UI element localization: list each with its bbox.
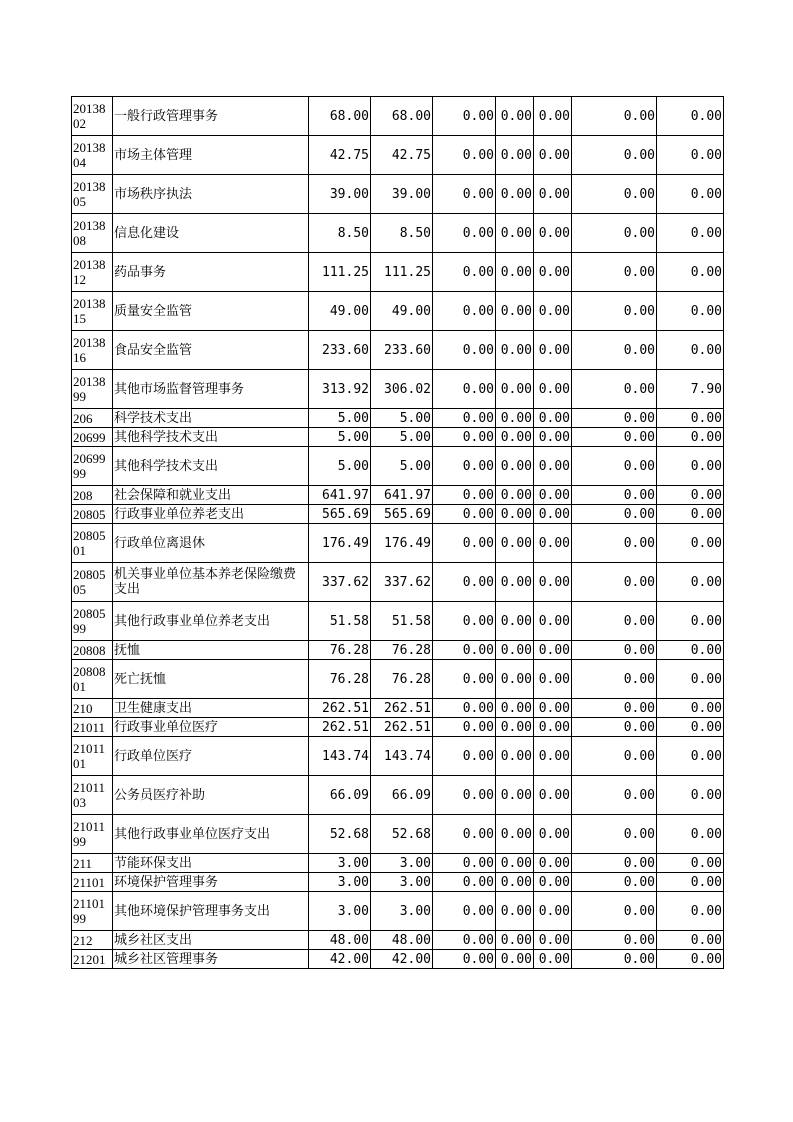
- subject-code-cell: 2080599: [72, 602, 113, 641]
- amount-cell: 0.00: [496, 97, 534, 136]
- amount-cell: 0.00: [534, 892, 572, 931]
- amount-cell: 0.00: [433, 641, 496, 660]
- amount-cell: 0.00: [657, 718, 724, 737]
- amount-cell: 0.00: [433, 331, 496, 370]
- amount-cell: 0.00: [534, 854, 572, 873]
- amount-cell: 111.25: [371, 253, 433, 292]
- subject-code-cell: 2013815: [72, 292, 113, 331]
- subject-code-cell: 2080505: [72, 563, 113, 602]
- subject-code-cell: 20808: [72, 641, 113, 660]
- amount-cell: 0.00: [534, 447, 572, 486]
- amount-cell: 0.00: [572, 950, 657, 969]
- subject-name-cell: 其他环境保护管理事务支出: [113, 892, 309, 931]
- amount-cell: 49.00: [309, 292, 371, 331]
- amount-cell: 233.60: [371, 331, 433, 370]
- amount-cell: 111.25: [309, 253, 371, 292]
- amount-cell: 8.50: [309, 214, 371, 253]
- amount-cell: 7.90: [657, 370, 724, 409]
- subject-name-cell: 公务员医疗补助: [113, 776, 309, 815]
- table-body: [72, 97, 724, 969]
- amount-cell: 0.00: [572, 447, 657, 486]
- amount-cell: 0.00: [657, 660, 724, 699]
- amount-cell: 0.00: [572, 136, 657, 175]
- amount-cell: 0.00: [572, 563, 657, 602]
- amount-cell: 66.09: [371, 776, 433, 815]
- amount-cell: 0.00: [496, 776, 534, 815]
- amount-cell: 0.00: [496, 524, 534, 563]
- subject-name-cell: 科学技术支出: [113, 409, 309, 428]
- amount-cell: 0.00: [657, 892, 724, 931]
- amount-cell: 0.00: [534, 873, 572, 892]
- table-row: [72, 602, 724, 641]
- subject-name-cell: 卫生健康支出: [113, 699, 309, 718]
- table-row: [72, 447, 724, 486]
- amount-cell: 0.00: [534, 737, 572, 776]
- amount-cell: 0.00: [657, 950, 724, 969]
- amount-cell: 42.00: [309, 950, 371, 969]
- table-row: [72, 136, 724, 175]
- subject-name-cell: 食品安全监管: [113, 331, 309, 370]
- amount-cell: 5.00: [371, 447, 433, 486]
- subject-name-cell: 环境保护管理事务: [113, 873, 309, 892]
- amount-cell: 641.97: [371, 486, 433, 505]
- amount-cell: 0.00: [657, 931, 724, 950]
- amount-cell: 42.00: [371, 950, 433, 969]
- amount-cell: 0.00: [496, 175, 534, 214]
- amount-cell: 0.00: [433, 409, 496, 428]
- amount-cell: 0.00: [496, 214, 534, 253]
- amount-cell: 176.49: [371, 524, 433, 563]
- amount-cell: 0.00: [572, 815, 657, 854]
- amount-cell: 0.00: [496, 737, 534, 776]
- amount-cell: 0.00: [496, 136, 534, 175]
- amount-cell: 68.00: [309, 97, 371, 136]
- amount-cell: 0.00: [572, 718, 657, 737]
- table-row: [72, 776, 724, 815]
- amount-cell: 0.00: [572, 931, 657, 950]
- table-row: [72, 175, 724, 214]
- amount-cell: 0.00: [534, 253, 572, 292]
- amount-cell: 337.62: [371, 563, 433, 602]
- subject-code-cell: 2013816: [72, 331, 113, 370]
- amount-cell: 0.00: [433, 486, 496, 505]
- amount-cell: 0.00: [534, 699, 572, 718]
- table-row: [72, 214, 724, 253]
- amount-cell: 0.00: [657, 447, 724, 486]
- amount-cell: 0.00: [433, 175, 496, 214]
- amount-cell: 0.00: [572, 409, 657, 428]
- amount-cell: 0.00: [496, 950, 534, 969]
- amount-cell: 3.00: [309, 854, 371, 873]
- amount-cell: 0.00: [657, 602, 724, 641]
- amount-cell: 0.00: [433, 873, 496, 892]
- amount-cell: 0.00: [572, 602, 657, 641]
- amount-cell: 66.09: [309, 776, 371, 815]
- amount-cell: 0.00: [657, 563, 724, 602]
- subject-name-cell: 城乡社区支出: [113, 931, 309, 950]
- amount-cell: 0.00: [572, 737, 657, 776]
- amount-cell: 0.00: [433, 776, 496, 815]
- amount-cell: 0.00: [534, 97, 572, 136]
- subject-code-cell: 212: [72, 931, 113, 950]
- amount-cell: 0.00: [657, 253, 724, 292]
- table-row: [72, 486, 724, 505]
- amount-cell: 76.28: [371, 641, 433, 660]
- amount-cell: 0.00: [433, 97, 496, 136]
- amount-cell: 49.00: [371, 292, 433, 331]
- table-row: [72, 563, 724, 602]
- amount-cell: 0.00: [496, 660, 534, 699]
- subject-name-cell: 市场秩序执法: [113, 175, 309, 214]
- amount-cell: 143.74: [371, 737, 433, 776]
- amount-cell: 0.00: [496, 253, 534, 292]
- subject-name-cell: 机关事业单位基本养老保险缴费支出: [113, 563, 309, 602]
- amount-cell: 0.00: [657, 292, 724, 331]
- subject-code-cell: 206: [72, 409, 113, 428]
- table-row: [72, 331, 724, 370]
- table-row: [72, 737, 724, 776]
- amount-cell: 0.00: [496, 602, 534, 641]
- amount-cell: 0.00: [572, 873, 657, 892]
- amount-cell: 565.69: [371, 505, 433, 524]
- table-row: [72, 97, 724, 136]
- amount-cell: 0.00: [572, 660, 657, 699]
- amount-cell: 76.28: [309, 641, 371, 660]
- amount-cell: 0.00: [534, 292, 572, 331]
- table-row: [72, 815, 724, 854]
- amount-cell: 0.00: [657, 524, 724, 563]
- budget-table: [71, 96, 724, 969]
- amount-cell: 233.60: [309, 331, 371, 370]
- amount-cell: 0.00: [534, 370, 572, 409]
- subject-name-cell: 行政单位离退休: [113, 524, 309, 563]
- subject-name-cell: 其他科学技术支出: [113, 428, 309, 447]
- amount-cell: 0.00: [534, 641, 572, 660]
- table-row: [72, 699, 724, 718]
- table-row: [72, 854, 724, 873]
- amount-cell: 0.00: [496, 331, 534, 370]
- amount-cell: 0.00: [433, 136, 496, 175]
- amount-cell: 0.00: [433, 718, 496, 737]
- amount-cell: 0.00: [433, 892, 496, 931]
- amount-cell: 0.00: [657, 136, 724, 175]
- amount-cell: 0.00: [496, 370, 534, 409]
- subject-name-cell: 抚恤: [113, 641, 309, 660]
- table-row: [72, 641, 724, 660]
- amount-cell: 0.00: [534, 136, 572, 175]
- amount-cell: 0.00: [433, 660, 496, 699]
- amount-cell: 8.50: [371, 214, 433, 253]
- table-row: [72, 873, 724, 892]
- amount-cell: 0.00: [657, 214, 724, 253]
- amount-cell: 51.58: [371, 602, 433, 641]
- amount-cell: 0.00: [657, 873, 724, 892]
- amount-cell: 3.00: [309, 873, 371, 892]
- subject-name-cell: 信息化建设: [113, 214, 309, 253]
- amount-cell: 0.00: [433, 292, 496, 331]
- amount-cell: 0.00: [433, 815, 496, 854]
- amount-cell: 0.00: [496, 892, 534, 931]
- amount-cell: 5.00: [309, 428, 371, 447]
- subject-code-cell: 20699: [72, 428, 113, 447]
- amount-cell: 306.02: [371, 370, 433, 409]
- amount-cell: 0.00: [534, 486, 572, 505]
- amount-cell: 3.00: [309, 892, 371, 931]
- amount-cell: 0.00: [657, 505, 724, 524]
- amount-cell: 0.00: [572, 505, 657, 524]
- table-row: [72, 718, 724, 737]
- amount-cell: 0.00: [572, 854, 657, 873]
- amount-cell: 143.74: [309, 737, 371, 776]
- amount-cell: 0.00: [657, 486, 724, 505]
- amount-cell: 0.00: [433, 370, 496, 409]
- amount-cell: 0.00: [572, 370, 657, 409]
- subject-code-cell: 2080501: [72, 524, 113, 563]
- amount-cell: 52.68: [309, 815, 371, 854]
- amount-cell: 0.00: [496, 854, 534, 873]
- subject-name-cell: 行政事业单位养老支出: [113, 505, 309, 524]
- amount-cell: 641.97: [309, 486, 371, 505]
- amount-cell: 0.00: [534, 602, 572, 641]
- table-row: [72, 524, 724, 563]
- amount-cell: 0.00: [657, 815, 724, 854]
- subject-name-cell: 死亡抚恤: [113, 660, 309, 699]
- amount-cell: 0.00: [433, 524, 496, 563]
- amount-cell: 0.00: [657, 97, 724, 136]
- amount-cell: 48.00: [309, 931, 371, 950]
- subject-code-cell: 2013812: [72, 253, 113, 292]
- amount-cell: 313.92: [309, 370, 371, 409]
- table-row: [72, 370, 724, 409]
- table-row: [72, 253, 724, 292]
- amount-cell: 0.00: [433, 214, 496, 253]
- amount-cell: 52.68: [371, 815, 433, 854]
- amount-cell: 42.75: [371, 136, 433, 175]
- amount-cell: 76.28: [309, 660, 371, 699]
- amount-cell: 0.00: [657, 737, 724, 776]
- amount-cell: 5.00: [309, 409, 371, 428]
- amount-cell: 0.00: [534, 428, 572, 447]
- amount-cell: 0.00: [572, 214, 657, 253]
- amount-cell: 0.00: [433, 505, 496, 524]
- amount-cell: 0.00: [657, 409, 724, 428]
- amount-cell: 0.00: [433, 950, 496, 969]
- subject-code-cell: 208: [72, 486, 113, 505]
- amount-cell: 0.00: [572, 428, 657, 447]
- amount-cell: 0.00: [534, 524, 572, 563]
- amount-cell: 0.00: [572, 175, 657, 214]
- amount-cell: 0.00: [433, 931, 496, 950]
- amount-cell: 0.00: [433, 563, 496, 602]
- amount-cell: 0.00: [496, 428, 534, 447]
- amount-cell: 0.00: [534, 505, 572, 524]
- amount-cell: 176.49: [309, 524, 371, 563]
- amount-cell: 0.00: [496, 815, 534, 854]
- amount-cell: 39.00: [371, 175, 433, 214]
- subject-code-cell: 20805: [72, 505, 113, 524]
- subject-name-cell: 社会保障和就业支出: [113, 486, 309, 505]
- amount-cell: 0.00: [496, 486, 534, 505]
- table-row: [72, 292, 724, 331]
- subject-code-cell: 2013899: [72, 370, 113, 409]
- amount-cell: 0.00: [433, 447, 496, 486]
- subject-code-cell: 210: [72, 699, 113, 718]
- subject-name-cell: 其他行政事业单位养老支出: [113, 602, 309, 641]
- amount-cell: 0.00: [657, 641, 724, 660]
- subject-code-cell: 2110199: [72, 892, 113, 931]
- amount-cell: 0.00: [433, 854, 496, 873]
- amount-cell: 0.00: [534, 950, 572, 969]
- subject-code-cell: 2101199: [72, 815, 113, 854]
- table-row: [72, 892, 724, 931]
- subject-name-cell: 节能环保支出: [113, 854, 309, 873]
- amount-cell: 0.00: [496, 505, 534, 524]
- subject-code-cell: 21101: [72, 873, 113, 892]
- amount-cell: 0.00: [534, 563, 572, 602]
- amount-cell: 0.00: [657, 854, 724, 873]
- amount-cell: 0.00: [572, 292, 657, 331]
- amount-cell: 42.75: [309, 136, 371, 175]
- amount-cell: 3.00: [371, 854, 433, 873]
- subject-code-cell: 2080801: [72, 660, 113, 699]
- amount-cell: 262.51: [309, 718, 371, 737]
- amount-cell: 0.00: [496, 563, 534, 602]
- subject-code-cell: 2013804: [72, 136, 113, 175]
- amount-cell: 0.00: [657, 776, 724, 815]
- amount-cell: 0.00: [534, 175, 572, 214]
- amount-cell: 0.00: [496, 641, 534, 660]
- amount-cell: 0.00: [572, 524, 657, 563]
- subject-name-cell: 行政单位医疗: [113, 737, 309, 776]
- amount-cell: 0.00: [496, 873, 534, 892]
- amount-cell: 5.00: [371, 428, 433, 447]
- amount-cell: 48.00: [371, 931, 433, 950]
- amount-cell: 0.00: [534, 214, 572, 253]
- amount-cell: 0.00: [496, 699, 534, 718]
- amount-cell: 0.00: [433, 602, 496, 641]
- table-row: [72, 409, 724, 428]
- amount-cell: 5.00: [371, 409, 433, 428]
- subject-name-cell: 药品事务: [113, 253, 309, 292]
- amount-cell: 0.00: [534, 409, 572, 428]
- amount-cell: 0.00: [657, 428, 724, 447]
- amount-cell: 0.00: [534, 815, 572, 854]
- amount-cell: 337.62: [309, 563, 371, 602]
- table-row: [72, 931, 724, 950]
- amount-cell: 0.00: [572, 641, 657, 660]
- subject-code-cell: 2013808: [72, 214, 113, 253]
- amount-cell: 39.00: [309, 175, 371, 214]
- amount-cell: 68.00: [371, 97, 433, 136]
- subject-code-cell: 2069999: [72, 447, 113, 486]
- amount-cell: 3.00: [371, 873, 433, 892]
- amount-cell: 0.00: [496, 409, 534, 428]
- subject-code-cell: 2013805: [72, 175, 113, 214]
- amount-cell: 0.00: [433, 699, 496, 718]
- amount-cell: 0.00: [534, 776, 572, 815]
- amount-cell: 51.58: [309, 602, 371, 641]
- amount-cell: 0.00: [534, 718, 572, 737]
- subject-code-cell: 21201: [72, 950, 113, 969]
- subject-code-cell: 211: [72, 854, 113, 873]
- amount-cell: 0.00: [572, 486, 657, 505]
- subject-name-cell: 行政事业单位医疗: [113, 718, 309, 737]
- subject-code-cell: 2013802: [72, 97, 113, 136]
- table-row: [72, 950, 724, 969]
- amount-cell: 0.00: [534, 331, 572, 370]
- subject-name-cell: 其他科学技术支出: [113, 447, 309, 486]
- amount-cell: 0.00: [496, 447, 534, 486]
- amount-cell: 0.00: [534, 931, 572, 950]
- amount-cell: 0.00: [572, 776, 657, 815]
- subject-name-cell: 质量安全监管: [113, 292, 309, 331]
- subject-code-cell: 2101103: [72, 776, 113, 815]
- amount-cell: 262.51: [309, 699, 371, 718]
- amount-cell: 0.00: [496, 292, 534, 331]
- subject-name-cell: 其他市场监督管理事务: [113, 370, 309, 409]
- subject-name-cell: 城乡社区管理事务: [113, 950, 309, 969]
- table-row: [72, 660, 724, 699]
- subject-name-cell: 其他行政事业单位医疗支出: [113, 815, 309, 854]
- amount-cell: 262.51: [371, 718, 433, 737]
- subject-code-cell: 21011: [72, 718, 113, 737]
- amount-cell: 565.69: [309, 505, 371, 524]
- amount-cell: 0.00: [433, 737, 496, 776]
- table-row: [72, 428, 724, 447]
- amount-cell: 0.00: [496, 718, 534, 737]
- amount-cell: 0.00: [572, 331, 657, 370]
- amount-cell: 0.00: [496, 931, 534, 950]
- amount-cell: 0.00: [572, 892, 657, 931]
- subject-code-cell: 2101101: [72, 737, 113, 776]
- subject-name-cell: 一般行政管理事务: [113, 97, 309, 136]
- amount-cell: 5.00: [309, 447, 371, 486]
- table-row: [72, 505, 724, 524]
- amount-cell: 0.00: [657, 699, 724, 718]
- amount-cell: 3.00: [371, 892, 433, 931]
- amount-cell: 0.00: [572, 253, 657, 292]
- amount-cell: 0.00: [657, 175, 724, 214]
- amount-cell: 76.28: [371, 660, 433, 699]
- amount-cell: 0.00: [433, 253, 496, 292]
- amount-cell: 0.00: [572, 699, 657, 718]
- amount-cell: 0.00: [534, 660, 572, 699]
- amount-cell: 0.00: [657, 331, 724, 370]
- amount-cell: 0.00: [433, 428, 496, 447]
- amount-cell: 0.00: [572, 97, 657, 136]
- amount-cell: 262.51: [371, 699, 433, 718]
- subject-name-cell: 市场主体管理: [113, 136, 309, 175]
